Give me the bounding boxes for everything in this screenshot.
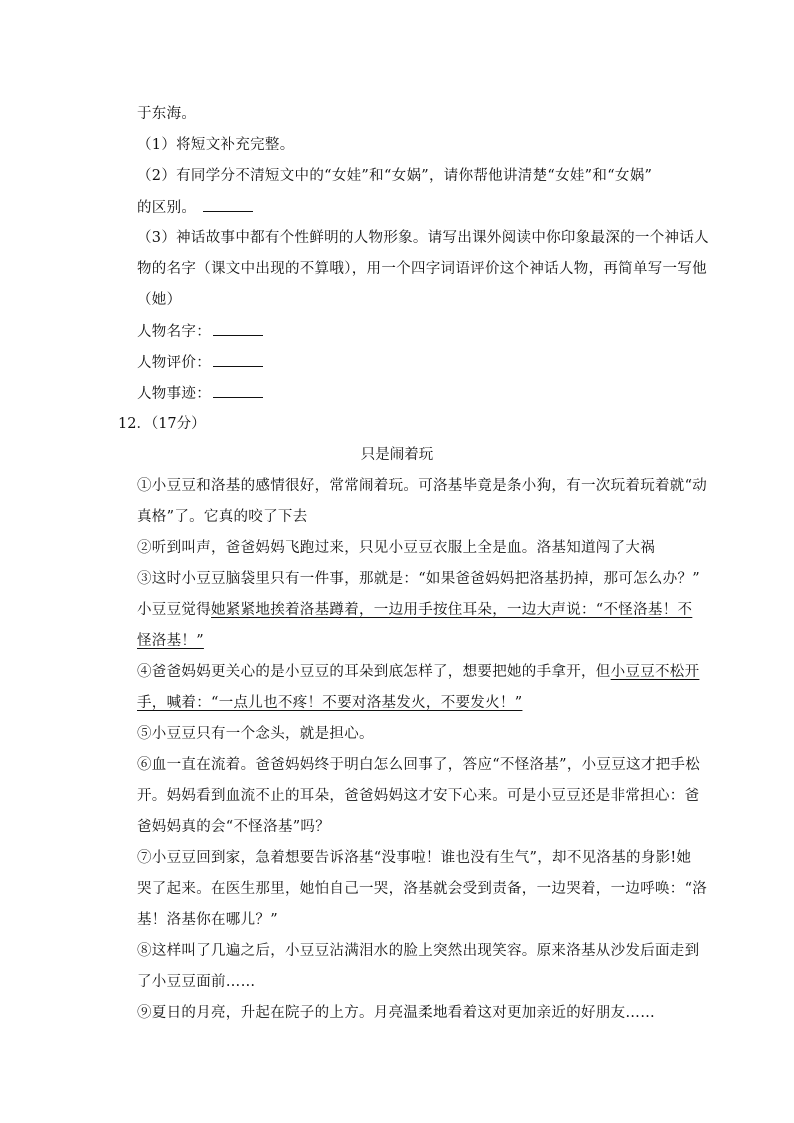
paragraph-3-text: 小豆豆觉得 [137, 602, 211, 618]
paragraph-4-text: ④爸爸妈妈更关心的是小豆豆的耳朵到底怎样了，想要把她的手拿开，但 [137, 664, 611, 680]
paragraph-6-line-2: 开。妈妈看到血流不止的耳朵，爸爸妈妈这才安下心来。可是小豆豆还是非常担心：爸 [137, 788, 700, 804]
character-eval-row [137, 352, 677, 373]
character-deeds-row [137, 383, 677, 404]
paragraph-8-line-2: 了小豆豆面前…… [137, 974, 256, 990]
paragraph-6-line-1: ⑥血一直在流着。爸爸妈妈终于明白怎么回事了，答应“不怪洛基”，小豆豆这才把手松 [137, 757, 701, 773]
paragraph-7-line-3: 基！洛基你在哪儿？” [137, 912, 278, 928]
paragraph-8-line-1: ⑧这样叫了几遍之后，小豆豆沾满泪水的脸上突然出现笑容。原来洛基从沙发后面走到 [137, 943, 700, 959]
answer-blank-q2[interactable] [203, 197, 253, 212]
character-eval-label: 人物评价： [137, 355, 211, 371]
underlined-sentence-1: 她紧紧地挨着洛基蹲着，一边用手按住耳朵，一边大声说：“不怪洛基！不 [211, 602, 693, 618]
paragraph-3-line-2 [137, 600, 693, 620]
answer-blank-deeds[interactable] [213, 383, 263, 398]
question-1: （1）将短文补充完整。 [137, 137, 295, 153]
character-name-row [137, 321, 677, 342]
paragraph-5-line-1: ⑤小豆豆只有一个念头，就是担心。 [137, 726, 374, 742]
paragraph-4-line-1 [137, 662, 700, 682]
paragraph-3-line-3 [137, 631, 677, 651]
question-2-text: 的区别。 [137, 200, 197, 216]
paragraph-4-line-2 [137, 693, 677, 713]
passage-title: 只是闹着玩 [360, 447, 434, 463]
paragraph-9-line-1: ⑨夏日的月亮，升起在院子的上方。月亮温柔地看着这对更加亲近的好朋友…… [137, 1005, 655, 1021]
paragraph-7-line-1: ⑦小豆豆回到家，急着想要告诉洛基“没事啦！谁也没有生气”，却不见洛基的身影!她 [137, 850, 692, 866]
question-3-line-3: （她） [137, 292, 182, 308]
underlined-sentence-2-end: 手，喊着：“一点儿也不疼！不要对洛基发火，不要发火！” [137, 695, 523, 711]
paragraph-6-line-3: 爸妈妈真的会“不怪洛基”吗？ [137, 819, 331, 835]
question-2-line-2 [137, 197, 677, 218]
paragraph-2-line-1: ②听到叫声，爸爸妈妈飞跑过来，只见小豆豆衣服上全是血。洛基知道闯了大祸 [137, 540, 655, 556]
paragraph-1-line-1: ①小豆豆和洛基的感情很好，常常闹着玩。可洛基毕竟是条小狗，有一次玩着玩着就“动 [137, 478, 708, 494]
paragraph-3-line-1: ③这时小豆豆脑袋里只有一件事，那就是：“如果爸爸妈妈把洛基扔掉，那可怎么办？” [137, 571, 701, 587]
answer-blank-name[interactable] [213, 321, 263, 336]
character-deeds-label: 人物事迹： [137, 386, 211, 402]
paragraph-7-line-2: 哭了起来。在医生那里，她怕自己一哭，洛基就会受到责备，一边哭着，一边呼唤：“洛 [137, 881, 708, 897]
answer-blank-eval[interactable] [213, 352, 263, 367]
underlined-sentence-2: 小豆豆不松开 [610, 664, 700, 680]
paragraph-1-line-2: 真格”了。它真的咬了下去 [137, 509, 308, 525]
question-2-line-1: （2）有同学分不清短文中的“女娃”和“女娲”，请你帮他讲清楚“女娃”和“女娲” [137, 168, 653, 184]
character-name-label: 人物名字： [137, 324, 211, 340]
question-12-number: 12．（17分） [118, 416, 206, 432]
question-3-line-1: （3）神话故事中都有个性鲜明的人物形象。请写出课外阅读中你印象最深的一个神话人 [137, 230, 709, 246]
passage-tail: 于东海。 [137, 106, 197, 122]
underlined-sentence-1-end: 怪洛基！” [137, 633, 204, 649]
question-3-line-2: 物的名字（课文中出现的不算哦），用一个四字词语评价这个神话人物，再简单写一写他 [137, 261, 707, 277]
